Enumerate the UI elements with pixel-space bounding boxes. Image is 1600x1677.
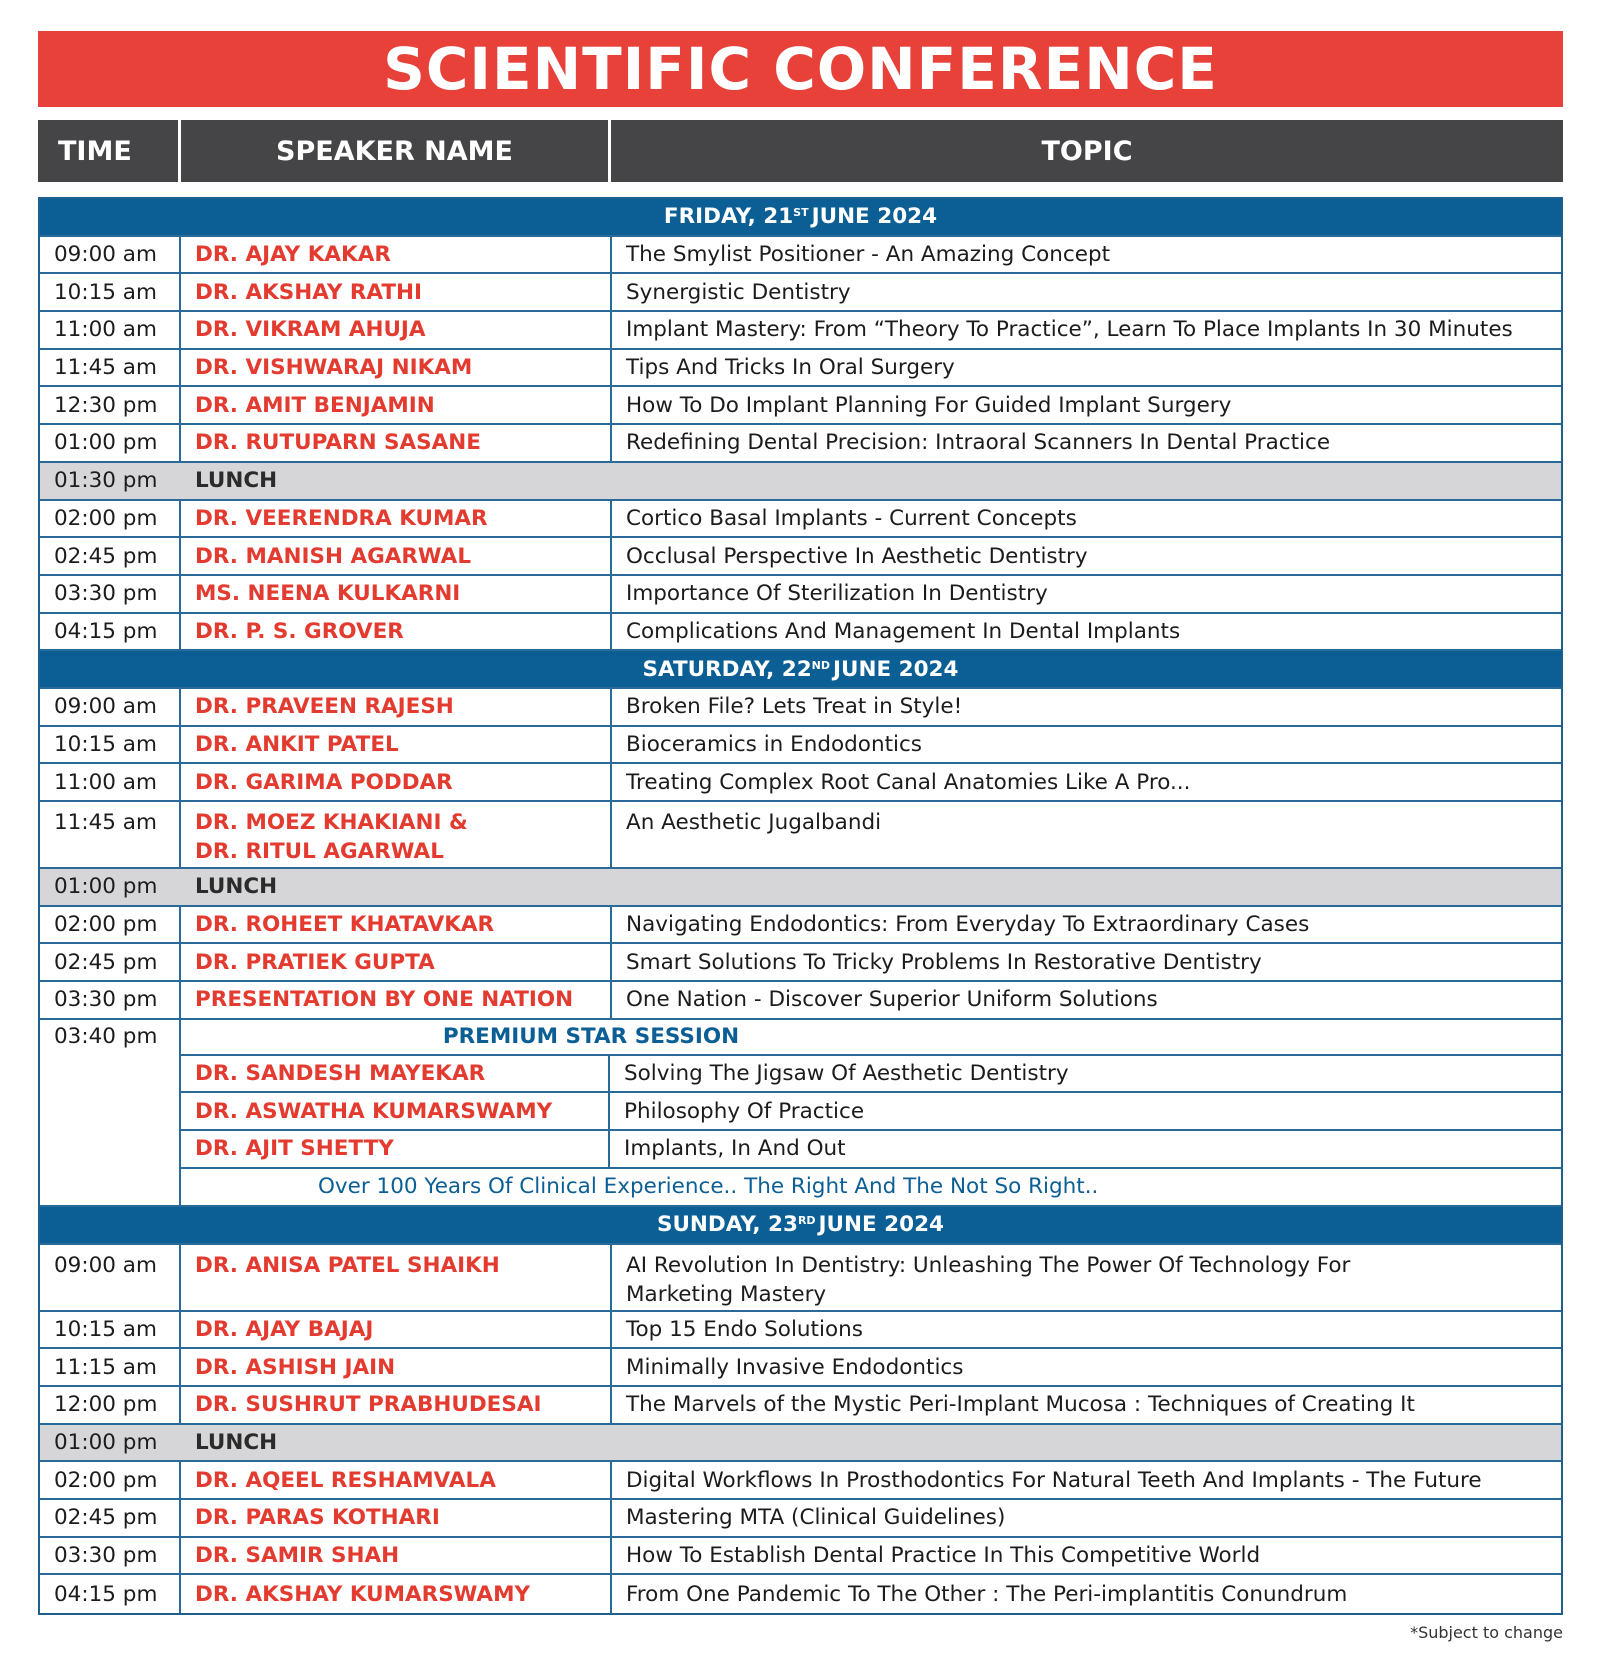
time-cell: 09:00 am — [40, 237, 181, 273]
topic-text: How To Do Implant Planning For Guided Implant Surgery — [626, 392, 1232, 418]
topic-text: Treating Complex Root Canal Anatomies Like A Pro... — [626, 769, 1191, 795]
speaker-name: DR. PRAVEEN RAJESH — [195, 694, 454, 720]
topic-cell — [612, 237, 1561, 273]
speaker-name: DR. ROHEET KHATAVKAR — [195, 912, 495, 938]
topic-cell: Solving The Jigsaw Of Aesthetic Dentistry — [624, 1061, 1069, 1087]
topic-text: An Aesthetic Jugalbandi — [626, 810, 882, 835]
table-row — [40, 1387, 1561, 1425]
time-cell: 09:00 am — [40, 1245, 181, 1310]
speaker-name: DR. AJAY BAJAJ — [195, 1316, 374, 1342]
speaker-cell — [181, 1462, 612, 1498]
table-row — [40, 802, 1561, 869]
topic-text: The Marvels of the Mystic Peri-Implant Mucosa : Techniques of Creating It — [626, 1392, 1415, 1418]
topic-cell — [612, 1349, 1561, 1385]
day-label-month: JUNE 2024 — [833, 656, 959, 682]
topic-cell — [612, 764, 1561, 800]
topic-text: From One Pandemic To The Other : The Peri-implantitis Conundrum — [626, 1581, 1348, 1607]
time-cell: 03:40 pm — [40, 1020, 181, 1205]
time-cell: 10:15 am — [40, 274, 181, 310]
speaker-cell — [181, 1245, 612, 1310]
topic-text: How To Establish Dental Practice In This Competitive World — [626, 1542, 1261, 1568]
topic-text: AI Revolution In Dentistry: Unleashing The Power Of Technology For — [626, 1252, 1351, 1278]
table-row — [40, 944, 1561, 982]
speaker-cell: DR. ASWATHA KUMARSWAMY — [181, 1093, 610, 1129]
time-cell: 11:00 am — [40, 764, 181, 800]
topic-text: Complications And Management In Dental Implants — [626, 618, 1181, 644]
topic-cell — [612, 1462, 1561, 1498]
page-title: SCIENTIFIC CONFERENCE — [38, 31, 1563, 107]
column-header-topic: TOPIC — [611, 120, 1563, 182]
topic-text: Mastering MTA (Clinical Guidelines) — [626, 1505, 1006, 1531]
topic-text: Marketing Mastery — [626, 1281, 827, 1307]
day-header — [40, 651, 1561, 689]
topic-text: Occlusal Perspective In Aesthetic Dentistry — [626, 543, 1088, 569]
speaker-cell — [181, 1312, 612, 1348]
column-header-time: TIME — [38, 120, 178, 182]
speaker-name: DR. ANISA PATEL SHAIKH — [195, 1252, 500, 1278]
speaker-name: DR. AQEEL RESHAMVALA — [195, 1467, 496, 1493]
speaker-cell — [181, 312, 612, 348]
time-cell: 02:00 pm — [40, 1462, 181, 1498]
speaker-cell — [181, 425, 612, 461]
speaker-name: DR. SAMIR SHAH — [195, 1542, 400, 1568]
table-row — [181, 1056, 1561, 1094]
topic-cell — [612, 727, 1561, 763]
speaker-name: DR. VEERENDRA KUMAR — [195, 505, 488, 531]
time-cell: 11:00 am — [40, 312, 181, 348]
time-cell: 01:00 pm — [54, 1429, 158, 1455]
speaker-cell: DR. AJIT SHETTY — [181, 1131, 610, 1167]
time-cell: 10:15 am — [40, 1312, 181, 1348]
speaker-cell — [181, 1575, 612, 1613]
speaker-cell — [181, 1500, 612, 1536]
speaker-name: DR. MANISH AGARWAL — [195, 543, 472, 569]
day-label-date: SATURDAY, 22 — [642, 656, 812, 682]
day-header — [40, 1207, 1561, 1245]
speaker-cell — [181, 1349, 612, 1385]
column-header-speaker: SPEAKER NAME — [181, 120, 608, 182]
speaker-name: DR. GARIMA PODDAR — [195, 769, 453, 795]
topic-text: Top 15 Endo Solutions — [626, 1316, 863, 1342]
topic-cell — [612, 576, 1561, 612]
table-row — [40, 1538, 1561, 1576]
lunch-label: LUNCH — [195, 468, 278, 494]
lunch-label: LUNCH — [195, 1429, 278, 1455]
topic-text: Implant Mastery: From “Theory To Practice”, Learn To Place Implants In 30 Minutes — [626, 317, 1513, 343]
topic-cell — [612, 274, 1561, 310]
speaker-cell — [181, 576, 612, 612]
speaker-cell — [181, 1387, 612, 1423]
time-cell: 02:45 pm — [40, 944, 181, 980]
time-cell: 03:30 pm — [40, 576, 181, 612]
day-label-month: JUNE 2024 — [818, 1212, 945, 1238]
table-row — [40, 1312, 1561, 1350]
lunch-label: LUNCH — [195, 874, 278, 900]
topic-cell: Implants, In And Out — [624, 1136, 846, 1162]
time-cell: 11:15 am — [40, 1349, 181, 1385]
time-cell: 10:15 am — [40, 727, 181, 763]
speaker-name: DR. MOEZ KHAKIANI & — [195, 810, 468, 835]
topic-text: One Nation - Discover Superior Uniform Solutions — [626, 987, 1158, 1013]
premium-session-heading: PREMIUM STAR SESSION — [181, 1020, 1561, 1056]
speaker-name: PRESENTATION BY ONE NATION — [195, 987, 574, 1013]
speaker-cell — [181, 982, 612, 1018]
time-cell: 02:00 pm — [40, 907, 181, 943]
speaker-cell — [181, 727, 612, 763]
speaker-cell — [181, 614, 612, 650]
topic-cell — [612, 501, 1561, 537]
topic-text: Bioceramics in Endodontics — [626, 731, 923, 757]
topic-cell — [612, 982, 1561, 1018]
table-row — [40, 1462, 1561, 1500]
table-row — [181, 1131, 1561, 1169]
table-row — [40, 425, 1561, 463]
lunch-row — [40, 463, 1561, 501]
speaker-name: DR. ASHISH JAIN — [195, 1354, 396, 1380]
topic-text: Redefining Dental Precision: Intraoral Scanners In Dental Practice — [626, 430, 1331, 456]
table-row — [40, 312, 1561, 350]
speaker-name: DR. ANKIT PATEL — [195, 731, 399, 757]
topic-cell — [612, 944, 1561, 980]
speaker-name: DR. AMIT BENJAMIN — [195, 392, 435, 418]
speaker-name: DR. VISHWARAJ NIKAM — [195, 355, 473, 381]
table-row — [40, 764, 1561, 802]
table-row — [40, 350, 1561, 388]
time-cell: 01:00 pm — [54, 874, 158, 900]
topic-text: The Smylist Positioner - An Amazing Concept — [626, 242, 1111, 268]
time-cell: 09:00 am — [40, 689, 181, 725]
topic-text: Smart Solutions To Tricky Problems In Restorative Dentistry — [626, 949, 1262, 975]
time-cell: 01:30 pm — [54, 468, 158, 494]
footnote: *Subject to change — [1410, 1623, 1563, 1642]
speaker-cell — [181, 907, 612, 943]
table-row — [40, 614, 1561, 652]
speaker-cell — [181, 1538, 612, 1574]
table-row — [40, 576, 1561, 614]
premium-session-content — [181, 1020, 1561, 1205]
topic-text: Navigating Endodontics: From Everyday To Extraordinary Cases — [626, 912, 1310, 938]
table-row — [40, 1500, 1561, 1538]
topic-text: Minimally Invasive Endodontics — [626, 1354, 964, 1380]
speaker-name: DR. RUTUPARN SASANE — [195, 430, 481, 456]
table-row — [40, 727, 1561, 765]
time-cell: 11:45 am — [40, 802, 181, 867]
speaker-name: DR. SUSHRUT PRABHUDESAI — [195, 1392, 542, 1418]
time-cell: 03:30 pm — [40, 982, 181, 1018]
time-cell: 02:00 pm — [40, 501, 181, 537]
time-cell: 11:45 am — [40, 350, 181, 386]
speaker-name: DR. P. S. GROVER — [195, 618, 404, 644]
table-row — [40, 387, 1561, 425]
speaker-cell — [181, 944, 612, 980]
lunch-row — [40, 869, 1561, 907]
day-header — [40, 199, 1561, 237]
time-cell: 03:30 pm — [40, 1538, 181, 1574]
topic-cell — [612, 312, 1561, 348]
topic-cell — [612, 802, 1561, 867]
speaker-name: DR. AKSHAY RATHI — [195, 279, 423, 305]
day-label-suffix: ND — [811, 658, 831, 672]
table-row — [40, 689, 1561, 727]
premium-session-block — [40, 1020, 1561, 1207]
table-row — [181, 1093, 1561, 1131]
topic-text: Tips And Tricks In Oral Surgery — [626, 355, 955, 381]
topic-cell — [612, 350, 1561, 386]
topic-text: Digital Workflows In Prosthodontics For Natural Teeth And Implants - The Future — [626, 1467, 1482, 1493]
time-cell: 04:15 pm — [40, 614, 181, 650]
premium-session-footer: Over 100 Years Of Clinical Experience.. The Right And The Not So Right.. — [318, 1174, 1099, 1200]
table-row — [40, 538, 1561, 576]
topic-text: Cortico Basal Implants - Current Concepts — [626, 505, 1077, 531]
speaker-cell — [181, 764, 612, 800]
topic-text: Broken File? Lets Treat in Style! — [626, 694, 963, 720]
topic-cell — [612, 387, 1561, 423]
speaker-name: DR. VIKRAM AHUJA — [195, 317, 426, 343]
speaker-cell — [181, 802, 612, 867]
time-cell: 02:45 pm — [40, 1500, 181, 1536]
lunch-row — [40, 1425, 1561, 1463]
topic-cell — [612, 1245, 1561, 1310]
time-cell: 12:30 pm — [40, 387, 181, 423]
speaker-cell — [181, 350, 612, 386]
speaker-cell — [181, 501, 612, 537]
topic-cell — [612, 1312, 1561, 1348]
table-row — [40, 982, 1561, 1020]
speaker-cell — [181, 237, 612, 273]
table-row — [40, 274, 1561, 312]
speaker-name: DR. AJAY KAKAR — [195, 242, 391, 268]
speaker-cell — [181, 387, 612, 423]
schedule-table — [38, 197, 1563, 1615]
topic-cell — [612, 1500, 1561, 1536]
speaker-name: DR. RITUL AGARWAL — [195, 839, 444, 864]
topic-cell — [612, 689, 1561, 725]
table-row — [40, 1349, 1561, 1387]
topic-cell — [612, 1538, 1561, 1574]
topic-cell — [612, 907, 1561, 943]
topic-cell — [612, 1575, 1561, 1613]
table-row — [40, 907, 1561, 945]
day-label-suffix: ST — [793, 206, 809, 220]
time-cell: 01:00 pm — [40, 425, 181, 461]
day-label-date: FRIDAY, 21 — [663, 204, 794, 230]
day-label-month: JUNE 2024 — [811, 204, 938, 230]
table-row — [40, 501, 1561, 539]
topic-text: Importance Of Sterilization In Dentistry — [626, 581, 1048, 607]
speaker-cell — [181, 274, 612, 310]
speaker-name: DR. PARAS KOTHARI — [195, 1505, 440, 1531]
speaker-cell: DR. SANDESH MAYEKAR — [181, 1056, 610, 1092]
topic-cell — [612, 1387, 1561, 1423]
day-label-date: SUNDAY, 23 — [656, 1212, 798, 1238]
speaker-name: MS. NEENA KULKARNI — [195, 581, 461, 607]
day-label-suffix: RD — [797, 1214, 816, 1228]
topic-text: Synergistic Dentistry — [626, 279, 851, 305]
topic-cell — [612, 614, 1561, 650]
time-cell: 02:45 pm — [40, 538, 181, 574]
speaker-name: DR. AKSHAY KUMARSWAMY — [195, 1581, 531, 1607]
time-cell: 12:00 pm — [40, 1387, 181, 1423]
topic-cell — [612, 538, 1561, 574]
speaker-name: DR. PRATIEK GUPTA — [195, 949, 435, 975]
table-row — [40, 1245, 1561, 1312]
time-cell: 04:15 pm — [40, 1575, 181, 1613]
speaker-cell — [181, 538, 612, 574]
topic-cell — [612, 425, 1561, 461]
table-row — [40, 1575, 1561, 1613]
topic-cell: Philosophy Of Practice — [624, 1098, 865, 1124]
speaker-cell — [181, 689, 612, 725]
table-row — [40, 237, 1561, 275]
